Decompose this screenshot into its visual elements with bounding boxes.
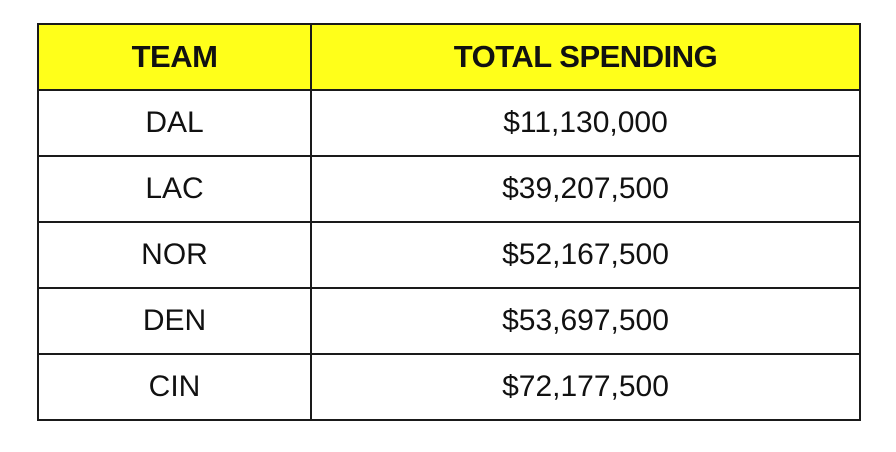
spending-cell: $53,697,500 <box>311 288 860 354</box>
team-cell: DAL <box>38 90 311 156</box>
team-cell: NOR <box>38 222 311 288</box>
team-cell: CIN <box>38 354 311 420</box>
team-cell: LAC <box>38 156 311 222</box>
header-total-spending: TOTAL SPENDING <box>311 24 860 90</box>
header-row <box>38 24 860 90</box>
spending-table <box>37 23 861 421</box>
header-team: TEAM <box>38 24 311 90</box>
table-row <box>38 354 860 420</box>
spending-cell: $39,207,500 <box>311 156 860 222</box>
spending-cell: $11,130,000 <box>311 90 860 156</box>
spending-cell: $72,177,500 <box>311 354 860 420</box>
table-row <box>38 222 860 288</box>
table-row <box>38 90 860 156</box>
table-row <box>38 288 860 354</box>
spending-cell: $52,167,500 <box>311 222 860 288</box>
table-row <box>38 156 860 222</box>
team-cell: DEN <box>38 288 311 354</box>
